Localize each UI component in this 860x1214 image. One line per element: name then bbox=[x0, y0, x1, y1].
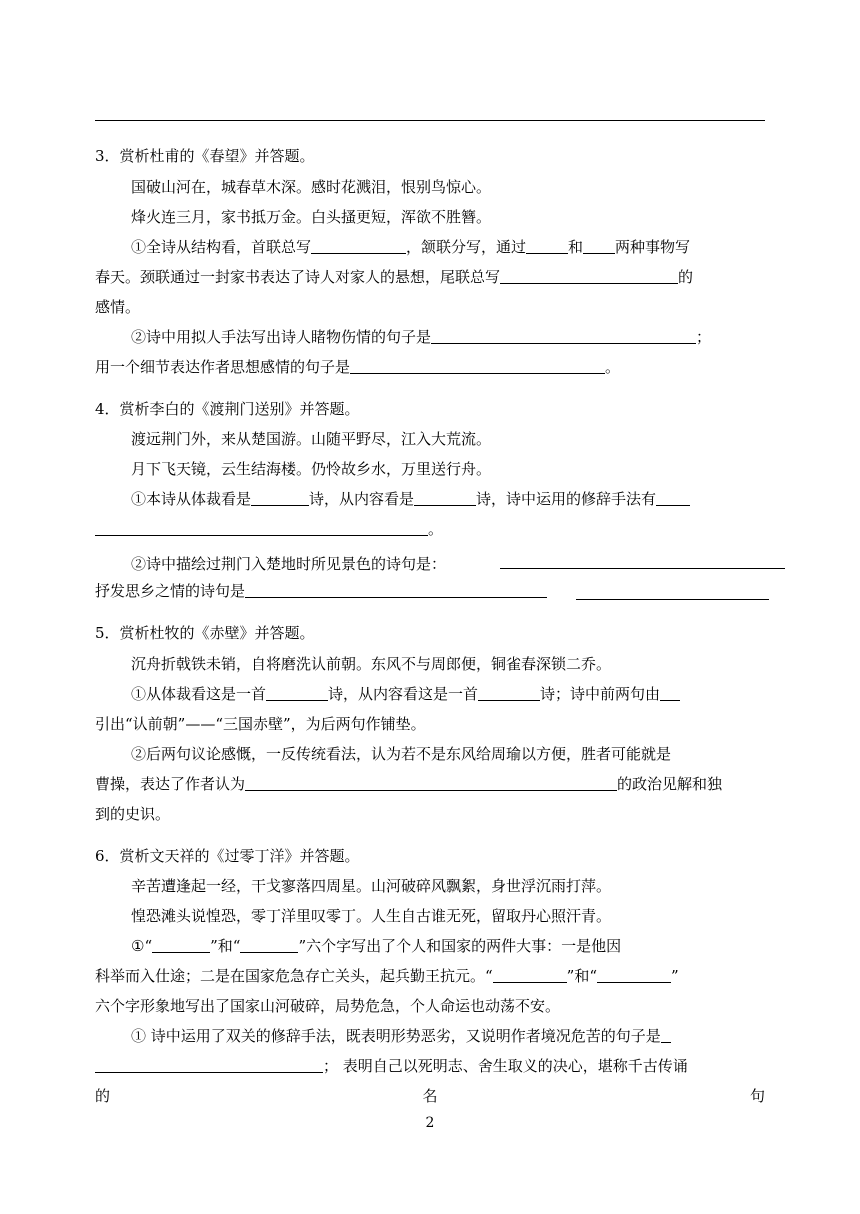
q4-title: 4．赏析李白的《渡荆门送别》并答题。 bbox=[95, 400, 360, 418]
answer-blank[interactable] bbox=[414, 490, 476, 506]
q6-sub2-line-2: ； 表明自己以死明志、舍生取义的决心，堪称千古传诵 bbox=[95, 1056, 765, 1076]
q3-poem-line-2: 烽火连三月，家书抵万金。白头搔更短，浑欲不胜簪。 bbox=[131, 208, 492, 226]
q6-sub2-line-1: ① 诗中运用了双关的修辞手法，既表明形势恶劣，又说明作者境况危苦的句子是 bbox=[131, 1026, 765, 1046]
answer-blank[interactable] bbox=[660, 685, 680, 701]
q3-poem-line-1: 国破山河在，城春草木深。感时花溅泪，恨别鸟惊心。 bbox=[131, 178, 492, 196]
q5-title: 5．赏析杜牧的《赤壁》并答题。 bbox=[95, 624, 315, 642]
q4-sub1-line-1: ①本诗从体裁看是 诗，从内容看是 诗，诗中运用的修辞手法有 bbox=[131, 489, 765, 509]
q6-poem-line-1: 辛苦遭逢起一经，干戈寥落四周星。山河破碎风飘絮，身世浮沉雨打萍。 bbox=[131, 877, 612, 895]
q5-sub1-line-1: ①从体裁看这是一首 诗，从内容看这是一首 诗；诗中前两句由 bbox=[131, 684, 765, 704]
answer-blank[interactable] bbox=[583, 238, 615, 254]
q4-sub1-line-2: 。 bbox=[95, 519, 765, 539]
answer-blank[interactable] bbox=[152, 937, 210, 953]
q3-sub1-line-1: ①全诗从结构看，首联总写 ，颔联分写，通过 和 两种事物写 bbox=[131, 238, 691, 256]
q3-sub1-line-2: 春天。颈联通过一封家书表达了诗人对家人的悬想，尾联总写 的 bbox=[95, 268, 694, 286]
q3-title: 3．赏析杜甫的《春望》并答题。 bbox=[95, 147, 315, 165]
q4-poem-line-1: 渡远荆门外，来从楚国游。山随平野尽，江入大荒流。 bbox=[131, 430, 492, 448]
q5-sub2-line-3: 到的史识。 bbox=[95, 805, 171, 823]
answer-blank[interactable] bbox=[500, 568, 785, 569]
answer-blank[interactable] bbox=[350, 358, 605, 374]
answer-blank[interactable] bbox=[245, 775, 617, 791]
page-number: 2 bbox=[425, 1115, 435, 1131]
answer-blank[interactable] bbox=[95, 520, 428, 536]
answer-blank[interactable] bbox=[597, 967, 671, 983]
answer-blank[interactable] bbox=[311, 238, 406, 254]
q4-poem-line-2: 月下飞天镜，云生结海楼。仍怜故乡水，万里送行舟。 bbox=[131, 460, 492, 478]
q6-sub1-line-2: 科举而入仕途；二是在国家危急存亡关头，起兵勤王抗元。“ ”和“ ” bbox=[95, 967, 679, 985]
answer-blank[interactable] bbox=[500, 268, 678, 284]
q6-sub1-line-3: 六个字形象地写出了国家山河破碎，局势危急，个人命运也动荡不安。 bbox=[95, 997, 561, 1015]
answer-blank[interactable] bbox=[245, 582, 547, 598]
q3-sub2-line-2: 用一个细节表达作者思想感情的句子是 。 bbox=[95, 358, 621, 376]
q5-sub2-line-1: ②后两句议论感慨，一反传统看法，认为若不是东风给周瑜以方便，胜者可能就是 bbox=[131, 745, 672, 763]
answer-blank[interactable] bbox=[493, 967, 567, 983]
answer-blank[interactable] bbox=[240, 937, 298, 953]
answer-blank[interactable] bbox=[478, 685, 540, 701]
answer-blank[interactable] bbox=[431, 328, 696, 344]
q6-sub2-line-3: 的 名 句 bbox=[95, 1087, 765, 1105]
answer-blank[interactable] bbox=[576, 599, 769, 600]
q3-sub2-line-1: ②诗中用拟人手法写出诗人睹物伤情的句子是 ； bbox=[131, 328, 712, 346]
q5-sub1-line-2: 引出“认前朝”——“三国赤壁”，为后两句作铺垫。 bbox=[95, 715, 426, 733]
answer-blank[interactable] bbox=[266, 685, 328, 701]
q4-sub2-line-1: ②诗中描绘过荆门入楚地时所见景色的诗句是： bbox=[131, 555, 447, 573]
answer-blank[interactable] bbox=[656, 490, 690, 506]
q5-sub2-line-2: 曹操，表达了作者认为 的政治见解和独 bbox=[95, 775, 723, 793]
q4-sub2-line-2: 抒发思乡之情的诗句是 bbox=[95, 581, 765, 601]
answer-blank[interactable] bbox=[95, 1057, 323, 1073]
q5-poem-line-1: 沉舟折戟铁未销，自将磨洗认前朝。东风不与周郎便，铜雀春深锁二乔。 bbox=[131, 655, 612, 673]
q6-poem-line-2: 惶恐滩头说惶恐，零丁洋里叹零丁。人生自古谁无死，留取丹心照汗青。 bbox=[131, 907, 612, 925]
q6-title: 6．赏析文天祥的《过零丁洋》并答题。 bbox=[95, 847, 360, 865]
q3-sub1-line-3: 感情。 bbox=[95, 298, 141, 316]
answer-blank[interactable] bbox=[661, 1027, 671, 1043]
answer-blank[interactable] bbox=[526, 238, 568, 254]
q6-sub1-line-1: ①“ ”和“ ”六个字写出了个人和国家的两件大事：一是他因 bbox=[131, 937, 622, 955]
answer-blank[interactable] bbox=[251, 490, 309, 506]
header-rule bbox=[95, 120, 765, 121]
